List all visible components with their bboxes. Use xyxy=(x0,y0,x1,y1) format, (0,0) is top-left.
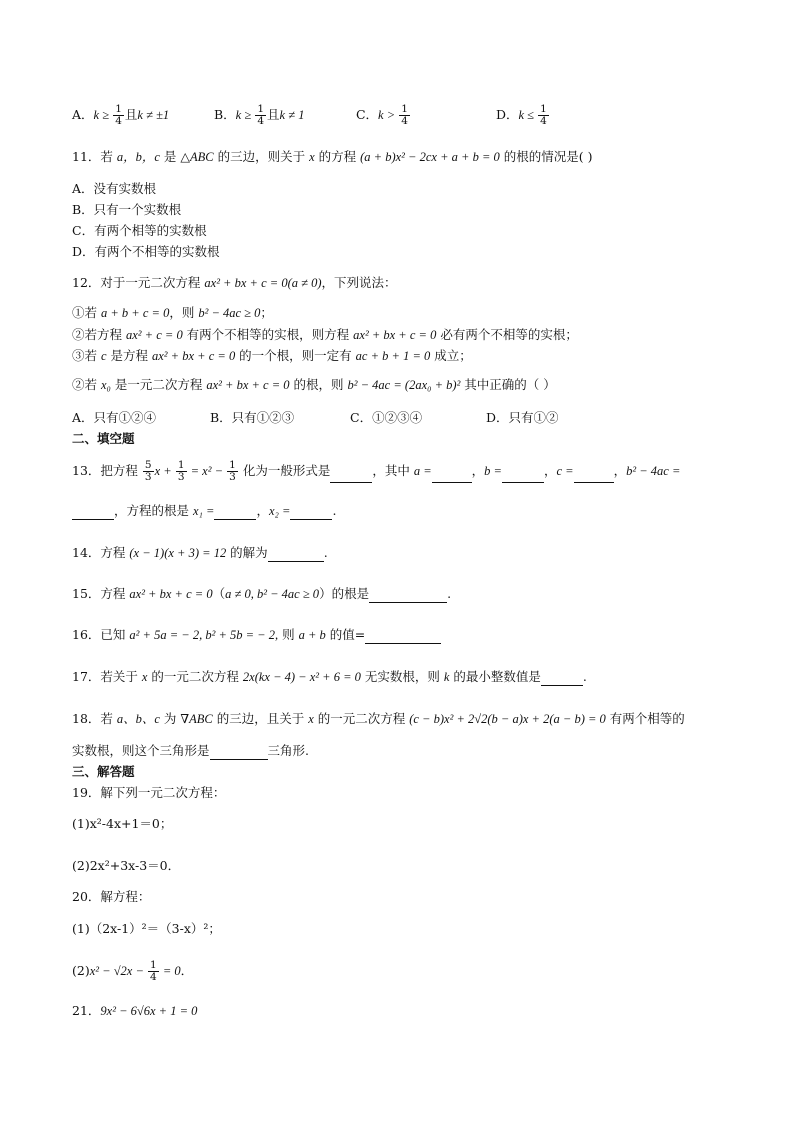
fraction: $\frac{1}{4}$ xyxy=(150,959,157,983)
q12-statement-4: ②若 x₀ 是一元二次方程 ax² + bx + c = 0 的根，则 b² − 4ac = (2ax₀ + b)² 其中正确的（ ） xyxy=(72,377,556,392)
q21-stem: 21．9x² − 6√6x + 1 = 0 xyxy=(72,1003,198,1018)
answer-blank[interactable] xyxy=(290,505,332,520)
q12-option-b[interactable]: B．只有①②③ xyxy=(210,410,295,425)
q19-stem: 19．解下列一元二次方程： xyxy=(72,785,226,800)
q11-option-c[interactable]: C．有两个相等的实数根 xyxy=(72,223,207,238)
fraction: $\frac{1}{4}$ xyxy=(115,103,122,127)
q15-stem: 15．方程 ax² + bx + c = 0（a ≠ 0, b² − 4ac ≥ 0）的根是 . xyxy=(72,586,452,601)
q11-option-d[interactable]: D．有两个不相等的实数根 xyxy=(72,244,220,259)
q18-stem: 18．若 a、b、c 为 ∇ABC 的三边，且关于 x 的一元二次方程 (c − b)x² + 2√2(b − a)x + 2(a − b) = 0 有两个相等的 xyxy=(72,711,685,726)
q12-statement-3: ③若 c 是方程 ax² + bx + c = 0 的一个根，则一定有 ac + b + 1 = 0 成立； xyxy=(72,348,472,363)
q12-stem: 12．对于一元二次方程 ax² + bx + c = 0(a ≠ 0)，下列说法： xyxy=(72,275,397,290)
q12-option-d[interactable]: D．只有①② xyxy=(486,410,559,425)
q11-option-b[interactable]: B．只有一个实数根 xyxy=(72,202,182,217)
q10-option-c[interactable]: C．k > $\frac{1}{4}$ xyxy=(355,103,408,127)
answer-blank[interactable] xyxy=(574,468,614,483)
answer-blank[interactable] xyxy=(210,745,268,760)
q17-stem: 17．若关于 x 的一元二次方程 2x(kx − 4) − x² + 6 = 0 无实数根，则 k 的最小整数值是 . xyxy=(72,669,587,684)
q20-stem: 20．解方程： xyxy=(72,889,151,904)
fraction: $\frac{1}{4}$ xyxy=(401,103,408,127)
q13-stem: 13．把方程 $\frac{5}{3}$ x + $\frac{1}{3}$ = x² − $\frac{1}{3}$ 化为一般形式是 ，其中 a = ，b = ，c = ，b² − 4ac = xyxy=(72,459,681,483)
answer-blank[interactable] xyxy=(365,629,441,644)
q14-stem: 14．方程 (x − 1)(x + 3) = 12 的解为 . xyxy=(72,545,328,560)
fraction: $\frac{5}{3}$ xyxy=(144,459,152,483)
q12-option-c[interactable]: C．①②③④ xyxy=(350,410,423,425)
answer-blank[interactable] xyxy=(541,671,583,686)
q10-option-d[interactable]: D．k ≤ $\frac{1}{4}$ xyxy=(495,103,547,127)
q11-option-a[interactable]: A．没有实数根 xyxy=(72,181,157,196)
q18-line-2: 实数根，则这个三角形是 三角形. xyxy=(72,743,309,758)
q12-statement-2: ②若方程 ax² + c = 0 有两个不相等的实根，则方程 ax² + bx + c = 0 必有两个不相等的实根； xyxy=(72,327,578,342)
fraction: $\frac{1}{4}$ xyxy=(257,103,265,127)
section-heading-fill-in: 二、填空题 xyxy=(72,431,135,446)
answer-blank[interactable] xyxy=(330,468,372,483)
q11-stem: 11．若 a，b，c 是 △ABC 的三边，则关于 x 的方程 (a + b)x² − 2cx + a + b = 0 的根的情况是( ) xyxy=(72,149,593,164)
q12-statement-1: ①若 a + b + c = 0，则 b² − 4ac ≥ 0； xyxy=(72,305,273,320)
q20-part-1: (1)（2x-1）²＝（3-x）²； xyxy=(72,921,221,936)
answer-blank[interactable] xyxy=(268,547,324,562)
q20-part-2: (2)x² − √2x − $\frac{1}{4}$ = 0． xyxy=(72,959,194,983)
answer-blank[interactable] xyxy=(72,505,114,520)
q10-options xyxy=(72,104,550,127)
answer-blank[interactable] xyxy=(502,468,544,483)
fraction: $\frac{1}{3}$ xyxy=(177,459,185,483)
fraction: $\frac{1}{4}$ xyxy=(540,103,547,127)
fraction: $\frac{1}{3}$ xyxy=(229,459,236,483)
section-heading-solve: 三、解答题 xyxy=(72,764,135,779)
q19-part-1: (1)x²-4x+1＝0； xyxy=(72,816,173,831)
answer-blank[interactable] xyxy=(214,505,256,520)
answer-blank[interactable] xyxy=(432,468,472,483)
q16-stem: 16．已知 a² + 5a = − 2, b² + 5b = − 2, 则 a + b 的值= xyxy=(72,626,441,644)
q10-option-a[interactable]: A．k ≥ $\frac{1}{4}$ 且k ≠ ±1 xyxy=(72,103,170,127)
q10-option-b[interactable]: B．k ≥ $\frac{1}{4}$ 且k ≠ 1 xyxy=(213,103,305,127)
q12-option-a[interactable]: A．只有①②④ xyxy=(72,410,157,425)
answer-blank[interactable] xyxy=(369,588,447,603)
q19-part-2: (2)2x²+3x-3＝0． xyxy=(72,858,181,873)
q12-options xyxy=(72,409,559,427)
q13-line-2: ，方程的根是 x₁ = ，x₂ = . xyxy=(72,502,336,520)
